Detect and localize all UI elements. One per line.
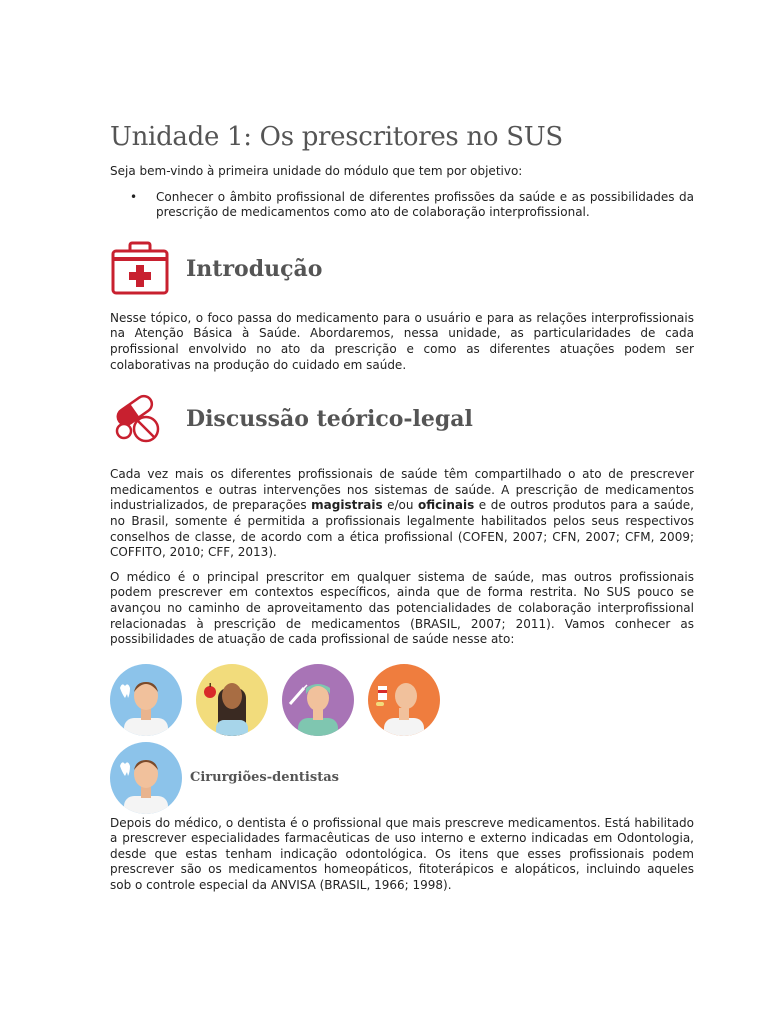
medicine-icon (376, 686, 387, 706)
first-aid-kit-icon (110, 241, 172, 297)
discussao-paragraph-2: O médico é o principal prescritor em qualquer sistema de saúde, mas outros profissionais podem prescrever em contextos específicos, ainda que de forma restrita. No SUS pouco se avançou no caminho de aproveitamento das potencialidades de colaboração interprofissional relacionadas à prescrição de medicamentos (BRASIL, 2007; 2011). Vamos conhecer as possibilidades de atuação de cada profissional de saúde nesse ato: (110, 569, 694, 647)
dentists-heading (110, 742, 694, 814)
bold-term-magistrais: magistrais (311, 498, 383, 513)
text-span: e/ou (382, 498, 419, 513)
professionals-avatars (110, 664, 694, 736)
text-span: Cada vez mais os diferentes profissionais de saúde têm compartilhado o ato de prescrever medicamentos e outras intervenções nos sistemas de saúde. A prescrição de medicamentos industrializados, de preparações (110, 467, 694, 513)
nutritionist-avatar[interactable] (196, 664, 268, 736)
pharmacist-avatar[interactable] (368, 664, 440, 736)
document-content (110, 122, 694, 894)
page-title: Unidade 1: Os prescritores no SUS (110, 122, 563, 152)
intro-text: Seja bem-vindo à primeira unidade do módulo que tem por objetivo: (110, 164, 523, 178)
dentists-paragraph: Depois do médico, o dentista é o profissional que mais prescreve medicamentos. Está habilitado a prescrever especialidades farmacêuticas de uso interno e externo indicadas em Odontologia, desde que estas tenham indicação odontológica. Os itens que esses profissionais podem prescrever são os medicamentos homeopáticos, fitoterápicos e alopáticos, incluindo aqueles sob o controle especial da ANVISA (BRASIL, 1966; 1998). (110, 815, 694, 893)
dentist-avatar[interactable] (110, 664, 182, 736)
section-heading-introducao (110, 237, 694, 301)
section-title-discussao: Discussão teórico-legal (186, 406, 473, 433)
text-span: e de outros produtos para a saúde, no Brasil, somente é permitida a profissionais legalmente habilitados pelos seus respectivos conselhos de classe, de acordo com a ética profissional (COFEN, 2007; CFN, 2007; CFM, 2009; COFFITO, 2010; CFF, 2013). (110, 498, 694, 560)
section-heading-discussao (110, 387, 694, 451)
dentists-label: Cirurgiões-dentistas (190, 770, 339, 786)
pills-icon (110, 391, 172, 447)
objectives-list (110, 190, 694, 221)
dentist-avatar-small (110, 742, 182, 814)
nurse-avatar[interactable] (282, 664, 354, 736)
tooth-icon (120, 762, 130, 776)
apple-icon (204, 683, 216, 698)
syringe-icon (290, 685, 307, 704)
tooth-icon (120, 684, 130, 698)
objective-item: • Conhecer o âmbito profissional de diferentes profissões da saúde e as possibilidades da prescrição de medicamentos como ato de colaboração interprofissional. (110, 190, 694, 221)
discussao-paragraph-1 (110, 467, 694, 561)
bold-term-oficinais: oficinais (418, 498, 475, 513)
section-title-introducao: Introdução (186, 255, 323, 282)
introducao-paragraph: Nesse tópico, o foco passa do medicamento para o usuário e para as relações interprofissionais na Atenção Básica à Saúde. Abordaremos, nessa unidade, as particularidades de cada profissional envolvido no ato da prescrição e como as diferentes atuações podem ser colaborativas na produção do cuidado em saúde. (110, 310, 694, 372)
